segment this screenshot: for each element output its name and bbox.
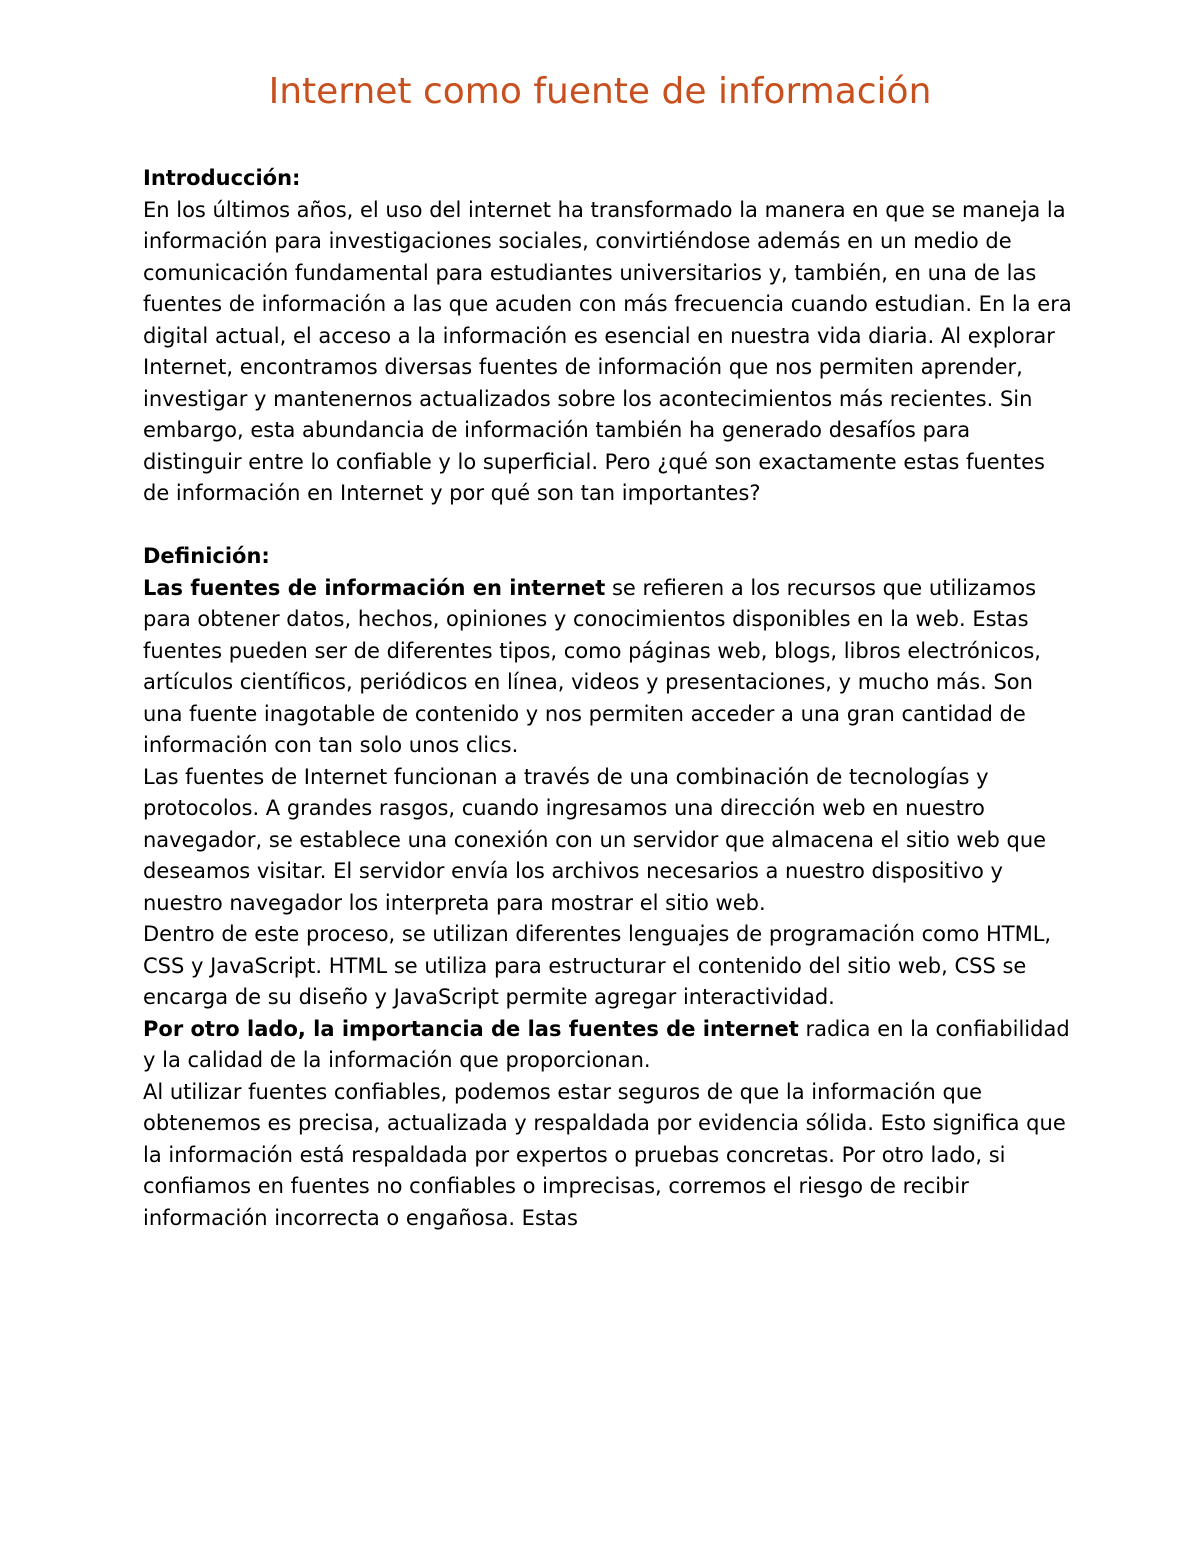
definition-term: Las fuentes de información en internet (143, 575, 606, 600)
document-title: Internet como fuente de información (268, 71, 932, 112)
definition-paragraph-1 (143, 573, 1073, 762)
reliability-paragraph: Al utilizar fuentes confiables, podemos estar seguros de que la información que obtenemos es precisa, actualizada y respaldada por evidencia sólida. Esto significa que la información está respaldada por expertos o pruebas concretas. Por otro lado, si confiamos en fuentes no confiables o imprecisas, corremos el riesgo de recibir información incorrecta o engañosa. Estas (143, 1079, 1066, 1230)
importance-paragraph (143, 1014, 1073, 1077)
definition-paragraph-3: Dentro de este proceso, se utilizan diferentes lenguajes de programación como HTML, CSS y JavaScript. HTML se utiliza para estructurar el contenido del sitio web, CSS se encarga de su diseño y JavaScript permite agregar interactividad. (143, 922, 1052, 1009)
intro-heading: Introducción: (143, 166, 301, 190)
definition-paragraph-2: Las fuentes de Internet funcionan a través de una combinación de tecnologías y protocolos. A grandes rasgos, cuando ingresamos una dirección web en nuestro navegador, se establece una conexión con un servidor que almacena el sitio web que deseamos visitar. El servidor envía los archivos necesarios a nuestro dispositivo y nuestro navegador los interpreta para mostrar el sitio web. (143, 764, 1047, 915)
paragraph-spacer (143, 510, 1073, 542)
importance-paragraph-text: radica en la confiabilidad y la calidad de la información que proporcionan. (143, 1016, 1070, 1072)
definition-paragraph-1-text: se refieren a los recursos que utilizamos para obtener datos, hechos, opiniones y conocimientos disponibles en la web. Estas fuentes pueden ser de diferentes tipos, como páginas web, blogs, libros electrónicos, artículos científicos, periódicos en línea, videos y presentaciones, y mucho más. Son una fuente inagotable de contenido y nos permiten acceder a una gran cantidad de información con tan solo unos clics. (143, 575, 1041, 757)
document-body (143, 163, 1073, 1234)
intro-paragraph: En los últimos años, el uso del internet ha transformado la manera en que se maneja la información para investigaciones sociales, convirtiéndose además en un medio de comunicación fundamental para estudiantes universitarios y, también, en una de las fuentes de información a las que acuden con más frecuencia cuando estudian. En la era digital actual, el acceso a la información es esencial en nuestra vida diaria. Al explorar Internet, encontramos diversas fuentes de información que nos permiten aprender, investigar y mantenernos actualizados sobre los acontecimientos más recientes. Sin embargo, esta abundancia de información también ha generado desafíos para distinguir entre lo confiable y lo superficial. Pero ¿qué son exactamente estas fuentes de información en Internet y por qué son tan importantes? (143, 197, 1072, 505)
definition-heading: Definición: (143, 544, 270, 568)
importance-term: Por otro lado, la importancia de las fuentes de internet (143, 1016, 799, 1041)
